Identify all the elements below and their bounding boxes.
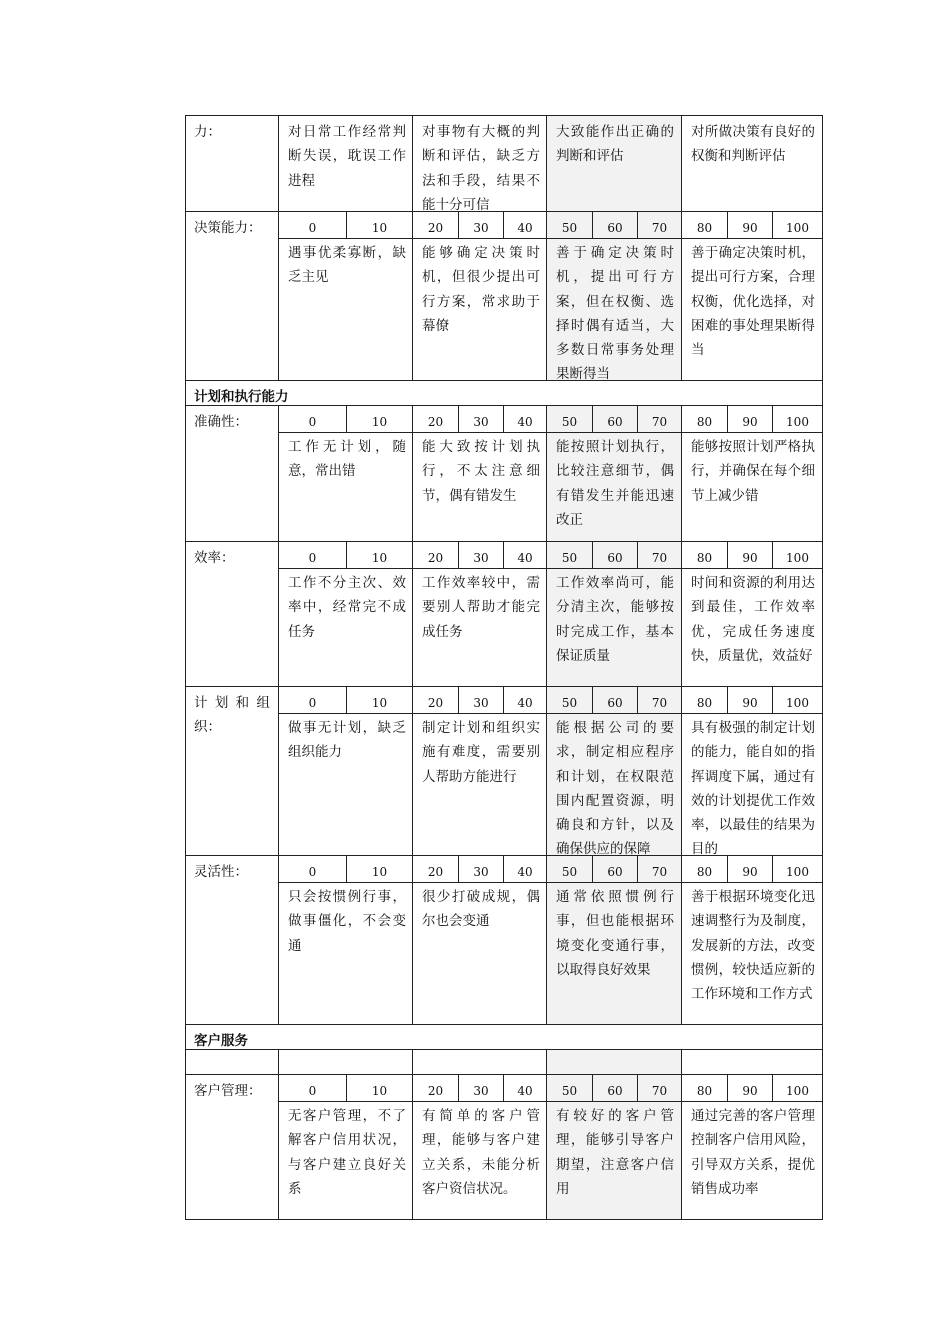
score-label: 70 <box>651 696 668 710</box>
score-label: 100 <box>786 865 809 879</box>
score-label: 50 <box>561 1084 578 1098</box>
score-label: 20 <box>427 415 444 429</box>
level-description: 工作效率尚可，能分清主次，能够按时完成工作，基本保证质量 <box>556 575 674 664</box>
score-label: 60 <box>607 221 623 235</box>
score-label: 30 <box>473 696 489 710</box>
criterion-label: 灵活性： <box>194 864 248 880</box>
level-description: 具有极强的制定计划的能力，能自如的指挥调度下属，通过有效的计划提优工作效率，以最佳的结果为目的 <box>691 720 815 858</box>
score-label: 60 <box>607 415 623 429</box>
score-label: 20 <box>427 551 444 565</box>
level-description: 能够确定决策时机，但很少提出可行方案，常求助于幕僚 <box>422 245 540 334</box>
score-label: 80 <box>696 221 713 235</box>
score-label: 100 <box>786 696 809 710</box>
level-description: 制定计划和组织实施有难度，需要别人帮助方能进行 <box>422 720 540 785</box>
score-label: 80 <box>696 865 713 879</box>
score-label: 90 <box>742 865 758 879</box>
score-label: 40 <box>517 551 533 565</box>
criterion-label: 准确性： <box>194 414 248 430</box>
score-label: 100 <box>786 415 809 429</box>
level-description: 时间和资源的利用达到最佳，工作效率优，完成任务速度快，质量优，效益好 <box>691 575 815 664</box>
score-label: 90 <box>742 415 758 429</box>
shaded-column-row-empty <box>547 1049 681 1074</box>
level-description: 对日常工作经常判断失误，耽误工作进程 <box>288 124 406 189</box>
score-label: 10 <box>371 221 388 235</box>
score-label: 50 <box>561 415 578 429</box>
level-description: 无客户管理，不了解客户信用状况，与客户建立良好关系 <box>288 1108 406 1197</box>
score-label: 20 <box>427 221 444 235</box>
score-label: 100 <box>786 221 809 235</box>
score-label: 40 <box>517 865 533 879</box>
score-label: 80 <box>696 415 713 429</box>
level-description: 能根据公司的要求，制定相应程序和计划，在权限范围内配置资源，明确良和方针，以及确保供应的保障 <box>556 720 674 858</box>
level-description: 有简单的客户管理，能够与客户建立关系，未能分析客户资信状况。 <box>422 1108 540 1197</box>
level-description: 工作无计划，随意，常出错 <box>288 439 406 480</box>
score-label: 40 <box>517 696 533 710</box>
score-label: 60 <box>607 865 623 879</box>
score-label: 10 <box>371 865 388 879</box>
level-description: 遇事优柔寡断，缺乏主见 <box>288 245 406 286</box>
score-label: 90 <box>742 551 758 565</box>
level-description: 对事物有大概的判断和评估，缺乏方法和手段，结果不能十分可信 <box>422 124 540 213</box>
score-label: 30 <box>473 415 489 429</box>
score-label: 20 <box>427 1084 444 1098</box>
score-label: 90 <box>742 221 758 235</box>
score-label: 50 <box>561 551 578 565</box>
score-label: 90 <box>742 1084 758 1098</box>
score-label: 40 <box>517 221 533 235</box>
score-label: 70 <box>651 1084 668 1098</box>
score-label: 100 <box>786 551 809 565</box>
score-label: 30 <box>473 551 489 565</box>
criterion-label: 决策能力： <box>194 220 262 236</box>
score-label: 20 <box>427 696 444 710</box>
score-label: 70 <box>651 221 668 235</box>
score-label: 70 <box>651 551 668 565</box>
score-label: 40 <box>517 1084 533 1098</box>
criterion-label: 客户管理： <box>194 1083 262 1099</box>
level-description: 善于确定决策时机，提出可行方案，合理权衡，优化选择，对困难的事处理果断得当 <box>691 245 815 359</box>
level-description: 通过完善的客户管理控制客户信用风险，引导双方关系，提优销售成功率 <box>691 1108 815 1197</box>
criterion-label: 力： <box>194 124 221 140</box>
score-label: 0 <box>308 1084 317 1098</box>
score-label: 70 <box>651 415 668 429</box>
score-label: 20 <box>427 865 444 879</box>
score-label: 0 <box>308 551 317 565</box>
score-label: 60 <box>607 696 623 710</box>
score-label: 10 <box>371 551 388 565</box>
level-description: 对所做决策有良好的权衡和判断评估 <box>691 124 815 165</box>
score-label: 40 <box>517 415 533 429</box>
score-label: 80 <box>696 551 713 565</box>
level-description: 很少打破成规，偶尔也会变通 <box>422 889 540 930</box>
score-label: 0 <box>308 696 317 710</box>
score-label: 50 <box>561 696 578 710</box>
score-label: 50 <box>561 865 578 879</box>
score-label: 80 <box>696 696 713 710</box>
score-label: 70 <box>651 865 668 879</box>
level-description: 善于确定决策时机，提出可行方案，但在权衡、选择时偶有适当，大多数日常事务处理果断得当 <box>556 245 674 383</box>
level-description: 能大致按计划执行，不太注意细节，偶有错发生 <box>422 439 540 504</box>
score-label: 100 <box>786 1084 809 1098</box>
score-label: 10 <box>371 696 388 710</box>
level-description: 善于根据环境变化迅速调整行为及制度，发展新的方法，改变惯例，较快适应新的工作环境和工作方式 <box>691 889 815 1003</box>
score-label: 90 <box>742 696 758 710</box>
level-description: 只会按惯例行事，做事僵化，不会变通 <box>288 889 406 954</box>
score-label: 10 <box>371 1084 388 1098</box>
level-description: 大致能作出正确的判断和评估 <box>556 124 674 165</box>
level-description: 工作不分主次、效率中，经常完不成任务 <box>288 575 406 640</box>
section-title-customer: 客户服务 <box>194 1033 248 1049</box>
level-description: 工作效率较中，需要别人帮助才能完成任务 <box>422 575 540 640</box>
section-title-planning: 计划和执行能力 <box>194 389 289 405</box>
criterion-label: 计划和组织： <box>194 695 270 736</box>
score-label: 60 <box>607 551 623 565</box>
score-label: 30 <box>473 1084 489 1098</box>
level-description: 能按照计划执行，比较注意细节，偶有错发生并能迅速改正 <box>556 439 674 528</box>
score-label: 0 <box>308 415 317 429</box>
level-description: 能够按照计划严格执行，并确保在每个细节上减少错 <box>691 439 815 504</box>
score-label: 60 <box>607 1084 623 1098</box>
score-label: 30 <box>473 221 489 235</box>
level-description: 做事无计划，缺乏组织能力 <box>288 720 406 761</box>
criterion-label: 效率： <box>194 550 235 566</box>
level-description: 通常依照惯例行事，但也能根据环境变化变通行事，以取得良好效果 <box>556 889 674 978</box>
score-label: 10 <box>371 415 388 429</box>
score-label: 30 <box>473 865 489 879</box>
score-label: 50 <box>561 221 578 235</box>
score-label: 0 <box>308 865 317 879</box>
score-label: 0 <box>308 221 317 235</box>
level-description: 有较好的客户管理，能够引导客户期望，注意客户信用 <box>556 1108 674 1197</box>
score-label: 80 <box>696 1084 713 1098</box>
